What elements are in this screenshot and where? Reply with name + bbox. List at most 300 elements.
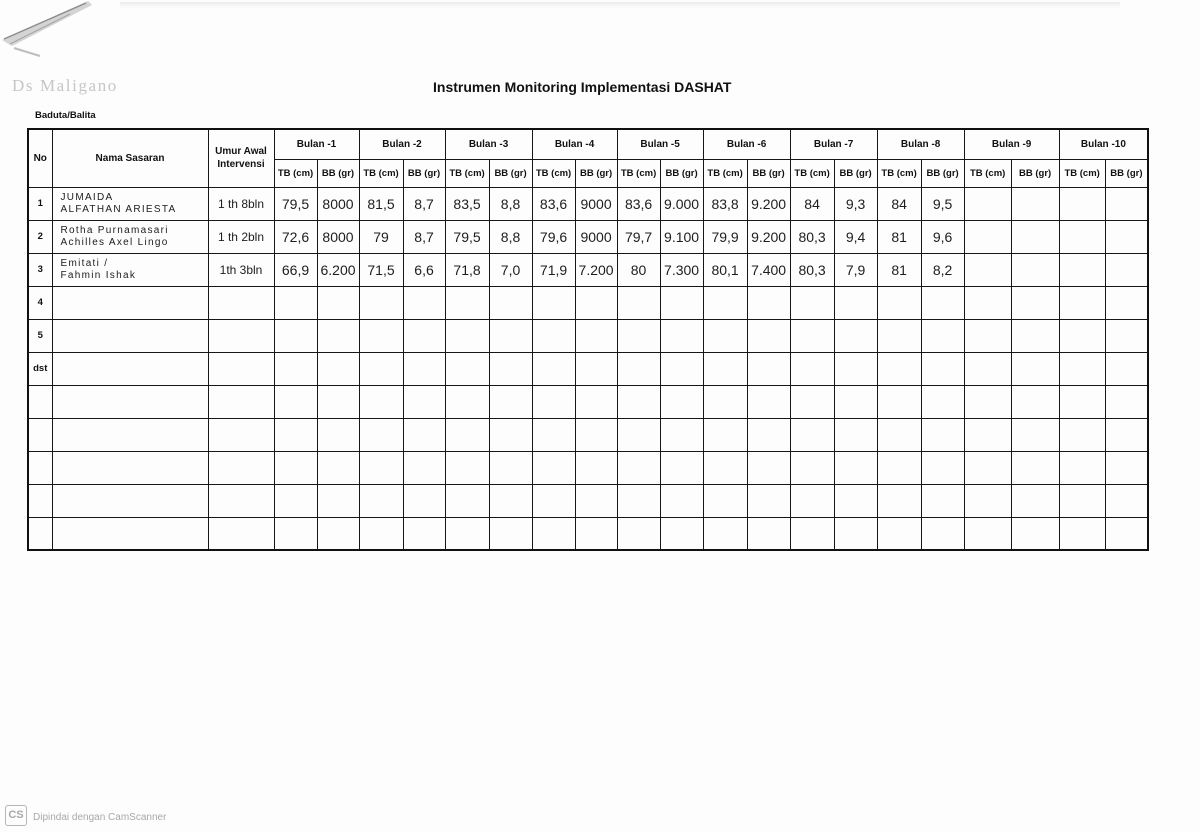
cell-tb-cm (964, 385, 1011, 418)
header-tb-cm: TB (cm) (445, 159, 489, 187)
cell-tb-cm (617, 286, 660, 319)
cell-bb-gr (921, 319, 964, 352)
cell-bb-gr (660, 451, 703, 484)
cell-tb-cm (790, 484, 834, 517)
cell-tb-cm (359, 286, 403, 319)
cell-tb-cm: 81,5 (359, 187, 403, 220)
cell-bb-gr (660, 385, 703, 418)
header-tb-cm: TB (cm) (1059, 159, 1105, 187)
cell-tb-cm (617, 352, 660, 385)
cell-tb-cm (359, 484, 403, 517)
cell-tb-cm: 80,1 (703, 253, 747, 286)
cell-tb-cm (1059, 187, 1105, 220)
cell-tb-cm (1059, 253, 1105, 286)
header-row-months (28, 129, 1148, 159)
cell-tb-cm (1059, 385, 1105, 418)
cell-tb-cm (617, 517, 660, 550)
cell-nama-sasaran (52, 418, 208, 451)
cell-bb-gr (1011, 253, 1059, 286)
cell-no: 3 (28, 253, 52, 286)
cell-tb-cm (964, 253, 1011, 286)
cell-tb-cm (703, 385, 747, 418)
cell-no (28, 484, 52, 517)
cell-tb-cm (703, 418, 747, 451)
cell-bb-gr: 9.200 (747, 187, 790, 220)
cell-no: dst (28, 352, 52, 385)
cell-tb-cm: 79 (359, 220, 403, 253)
nama-line: JUMAIDA (60, 191, 114, 203)
table-row (28, 352, 1148, 385)
cell-bb-gr: 9,4 (834, 220, 877, 253)
cell-tb-cm (703, 319, 747, 352)
header-tb-cm: TB (cm) (617, 159, 660, 187)
cell-tb-cm (877, 517, 921, 550)
cell-tb-cm (445, 418, 489, 451)
table-row (28, 319, 1148, 352)
table-row (28, 187, 1148, 220)
cell-nama-sasaran (52, 352, 208, 385)
header-tb-cm: TB (cm) (274, 159, 317, 187)
cell-tb-cm (877, 286, 921, 319)
cell-tb-cm (532, 319, 575, 352)
cell-tb-cm (617, 385, 660, 418)
cell-bb-gr (921, 451, 964, 484)
cell-bb-gr (660, 319, 703, 352)
cell-bb-gr (834, 385, 877, 418)
cell-bb-gr (1011, 385, 1059, 418)
cell-tb-cm (445, 286, 489, 319)
cell-tb-cm: 71,8 (445, 253, 489, 286)
header-bulan-10: Bulan -10 (1059, 129, 1148, 159)
table-body (28, 187, 1148, 550)
cell-bb-gr: 9,3 (834, 187, 877, 220)
cell-bb-gr (317, 517, 359, 550)
cell-tb-cm (445, 385, 489, 418)
cell-bb-gr (660, 352, 703, 385)
nama-line: Fahmin Ishak (60, 269, 137, 281)
cell-bb-gr: 8000 (317, 187, 359, 220)
cell-bb-gr (1011, 352, 1059, 385)
cell-tb-cm (359, 418, 403, 451)
cell-tb-cm (1059, 319, 1105, 352)
cell-bb-gr (1105, 253, 1148, 286)
cell-tb-cm (274, 451, 317, 484)
cell-bb-gr: 8,8 (489, 220, 532, 253)
cell-bb-gr: 7,0 (489, 253, 532, 286)
cell-bb-gr (489, 286, 532, 319)
cell-bb-gr: 8,7 (403, 220, 445, 253)
cell-tb-cm: 80 (617, 253, 660, 286)
cell-tb-cm: 83,6 (532, 187, 575, 220)
header-tb-cm: TB (cm) (790, 159, 834, 187)
cell-tb-cm (877, 484, 921, 517)
cell-bb-gr (660, 517, 703, 550)
cell-tb-cm (790, 451, 834, 484)
cell-bb-gr: 9,6 (921, 220, 964, 253)
header-bb-gr: BB (gr) (660, 159, 703, 187)
header-bulan-6: Bulan -6 (703, 129, 790, 159)
header-bulan-2: Bulan -2 (359, 129, 445, 159)
cell-nama-sasaran (52, 253, 208, 286)
cell-tb-cm: 66,9 (274, 253, 317, 286)
header-no: No (28, 129, 52, 187)
cell-bb-gr (1105, 220, 1148, 253)
cell-tb-cm (445, 517, 489, 550)
header-bulan-9: Bulan -9 (964, 129, 1059, 159)
cell-tb-cm (274, 319, 317, 352)
cell-bb-gr (660, 484, 703, 517)
cell-tb-cm (790, 385, 834, 418)
cell-bb-gr (834, 319, 877, 352)
cell-bb-gr (1105, 385, 1148, 418)
table-row (28, 484, 1148, 517)
cell-bb-gr (834, 286, 877, 319)
cell-bb-gr (1011, 319, 1059, 352)
cell-bb-gr (1011, 517, 1059, 550)
cell-tb-cm: 71,9 (532, 253, 575, 286)
cell-nama-sasaran (52, 517, 208, 550)
header-bulan-1: Bulan -1 (274, 129, 359, 159)
cell-bb-gr: 8,8 (489, 187, 532, 220)
monitoring-table (27, 128, 1149, 551)
cell-bb-gr (1011, 451, 1059, 484)
cell-tb-cm (790, 286, 834, 319)
header-bulan-4: Bulan -4 (532, 129, 617, 159)
cell-tb-cm (445, 484, 489, 517)
cell-tb-cm (274, 517, 317, 550)
cell-bb-gr: 8,7 (403, 187, 445, 220)
header-tb-cm: TB (cm) (877, 159, 921, 187)
cell-tb-cm: 79,5 (274, 187, 317, 220)
cell-bb-gr: 9,5 (921, 187, 964, 220)
cell-bb-gr (921, 484, 964, 517)
cell-tb-cm: 79,9 (703, 220, 747, 253)
header-tb-cm: TB (cm) (703, 159, 747, 187)
cell-tb-cm (532, 352, 575, 385)
cell-tb-cm (964, 484, 1011, 517)
cell-bb-gr (1105, 484, 1148, 517)
cell-bb-gr (317, 385, 359, 418)
cell-tb-cm: 79,5 (445, 220, 489, 253)
header-umur-line2: Intervensi (217, 159, 265, 171)
cell-tb-cm: 84 (877, 187, 921, 220)
cell-tb-cm (964, 187, 1011, 220)
cell-bb-gr (489, 484, 532, 517)
cell-bb-gr (489, 352, 532, 385)
cell-bb-gr (1105, 319, 1148, 352)
nama-line: ALFATHAN ARIESTA (60, 203, 177, 215)
cell-bb-gr (403, 451, 445, 484)
header-bb-gr: BB (gr) (489, 159, 532, 187)
cell-bb-gr (921, 418, 964, 451)
cell-nama-sasaran (52, 286, 208, 319)
cell-bb-gr (575, 385, 617, 418)
cell-bb-gr: 7.200 (575, 253, 617, 286)
cell-tb-cm (1059, 484, 1105, 517)
cell-tb-cm (964, 319, 1011, 352)
cell-no: 5 (28, 319, 52, 352)
pencil-mark (0, 0, 100, 62)
cell-bb-gr (403, 517, 445, 550)
cell-tb-cm (1059, 352, 1105, 385)
cell-bb-gr: 7,9 (834, 253, 877, 286)
cell-tb-cm (964, 286, 1011, 319)
cell-tb-cm (964, 220, 1011, 253)
cell-tb-cm (877, 352, 921, 385)
header-bb-gr: BB (gr) (1011, 159, 1059, 187)
cell-tb-cm (274, 484, 317, 517)
cell-bb-gr (575, 286, 617, 319)
cell-tb-cm (445, 451, 489, 484)
cell-bb-gr (1105, 286, 1148, 319)
cell-bb-gr (317, 418, 359, 451)
header-bb-gr: BB (gr) (921, 159, 964, 187)
cell-bb-gr (921, 286, 964, 319)
cell-bb-gr (489, 385, 532, 418)
cell-tb-cm (359, 451, 403, 484)
cell-bb-gr (834, 418, 877, 451)
cell-tb-cm (532, 286, 575, 319)
cell-umur: 1th 3bln (208, 253, 274, 286)
cell-bb-gr (575, 319, 617, 352)
table-row (28, 286, 1148, 319)
table-row (28, 253, 1148, 286)
header-bb-gr: BB (gr) (317, 159, 359, 187)
nama-line: Achilles Axel Lingo (60, 236, 169, 248)
cell-umur: 1 th 2bln (208, 220, 274, 253)
page-title: Instrumen Monitoring Implementasi DASHAT (433, 79, 732, 95)
cell-tb-cm (359, 385, 403, 418)
cell-bb-gr (403, 319, 445, 352)
cell-bb-gr (403, 286, 445, 319)
cell-tb-cm (274, 385, 317, 418)
header-umur-awal-intervensi (208, 129, 274, 187)
section-label: Baduta/Balita (35, 110, 96, 121)
camscanner-logo-icon: CS (5, 805, 27, 826)
header-bb-gr: BB (gr) (1105, 159, 1148, 187)
cell-bb-gr (403, 385, 445, 418)
cell-bb-gr (921, 352, 964, 385)
cell-bb-gr (1011, 286, 1059, 319)
cell-bb-gr: 7.300 (660, 253, 703, 286)
cell-tb-cm (617, 451, 660, 484)
cell-tb-cm: 81 (877, 220, 921, 253)
cell-tb-cm (703, 352, 747, 385)
cell-tb-cm (359, 319, 403, 352)
cell-bb-gr (747, 286, 790, 319)
header-bulan-3: Bulan -3 (445, 129, 532, 159)
cell-tb-cm: 72,6 (274, 220, 317, 253)
cell-bb-gr: 9000 (575, 220, 617, 253)
header-bulan-7: Bulan -7 (790, 129, 877, 159)
cell-tb-cm: 83,6 (617, 187, 660, 220)
header-bb-gr: BB (gr) (834, 159, 877, 187)
cell-bb-gr (317, 319, 359, 352)
header-tb-cm: TB (cm) (359, 159, 403, 187)
cell-bb-gr: 9.100 (660, 220, 703, 253)
cell-no: 4 (28, 286, 52, 319)
cell-bb-gr (1105, 187, 1148, 220)
cell-no (28, 385, 52, 418)
cell-tb-cm (617, 484, 660, 517)
cell-bb-gr (834, 484, 877, 517)
cell-bb-gr (489, 517, 532, 550)
header-bulan-5: Bulan -5 (617, 129, 703, 159)
cell-tb-cm: 79,7 (617, 220, 660, 253)
cell-nama-sasaran (52, 451, 208, 484)
cell-bb-gr: 9000 (575, 187, 617, 220)
cell-bb-gr (403, 418, 445, 451)
cell-bb-gr (489, 418, 532, 451)
cell-bb-gr (1011, 187, 1059, 220)
table-row (28, 385, 1148, 418)
cell-tb-cm (703, 451, 747, 484)
cell-bb-gr (660, 286, 703, 319)
cell-bb-gr (317, 286, 359, 319)
cell-bb-gr (747, 319, 790, 352)
cell-nama-sasaran (52, 385, 208, 418)
cell-bb-gr (921, 517, 964, 550)
camscanner-watermark-text: Dipindai dengan CamScanner (33, 812, 167, 823)
table-row (28, 451, 1148, 484)
cell-bb-gr: 8,2 (921, 253, 964, 286)
cell-umur (208, 286, 274, 319)
cell-tb-cm (790, 352, 834, 385)
cell-bb-gr (834, 352, 877, 385)
cell-tb-cm: 83,8 (703, 187, 747, 220)
table-row (28, 517, 1148, 550)
cell-bb-gr (747, 451, 790, 484)
cell-tb-cm (964, 451, 1011, 484)
cell-bb-gr (489, 451, 532, 484)
cell-nama-sasaran (52, 187, 208, 220)
cell-tb-cm: 83,5 (445, 187, 489, 220)
cell-nama-sasaran (52, 220, 208, 253)
cell-bb-gr (403, 352, 445, 385)
cell-umur (208, 385, 274, 418)
cell-tb-cm (1059, 286, 1105, 319)
cell-tb-cm (532, 385, 575, 418)
cell-no: 2 (28, 220, 52, 253)
cell-tb-cm (703, 286, 747, 319)
cell-bb-gr (834, 517, 877, 550)
header-umur-line1: Umur Awal (215, 146, 267, 158)
cell-bb-gr: 9.200 (747, 220, 790, 253)
cell-bb-gr: 6.200 (317, 253, 359, 286)
cell-tb-cm (445, 319, 489, 352)
cell-tb-cm (877, 319, 921, 352)
cell-bb-gr (921, 385, 964, 418)
cell-bb-gr (747, 484, 790, 517)
cell-tb-cm: 80,3 (790, 220, 834, 253)
cell-bb-gr (747, 352, 790, 385)
cell-no (28, 418, 52, 451)
village-stamp: Ds Maligano (12, 76, 118, 95)
nama-line: Emitati / (60, 257, 109, 269)
header-bb-gr: BB (gr) (403, 159, 445, 187)
header-tb-cm: TB (cm) (964, 159, 1011, 187)
cell-tb-cm: 80,3 (790, 253, 834, 286)
cell-tb-cm (790, 517, 834, 550)
cell-tb-cm (1059, 517, 1105, 550)
cell-bb-gr (747, 385, 790, 418)
cell-tb-cm: 79,6 (532, 220, 575, 253)
header-bulan-8: Bulan -8 (877, 129, 964, 159)
cell-bb-gr (317, 352, 359, 385)
cell-tb-cm (964, 418, 1011, 451)
cell-tb-cm: 81 (877, 253, 921, 286)
cell-no: 1 (28, 187, 52, 220)
cell-tb-cm (274, 418, 317, 451)
cell-bb-gr: 9.000 (660, 187, 703, 220)
cell-bb-gr (1011, 220, 1059, 253)
cell-bb-gr: 7.400 (747, 253, 790, 286)
cell-bb-gr (660, 418, 703, 451)
cell-bb-gr (575, 451, 617, 484)
cell-umur (208, 352, 274, 385)
cell-tb-cm (1059, 418, 1105, 451)
cell-nama-sasaran (52, 319, 208, 352)
cell-bb-gr (834, 451, 877, 484)
nama-line: Rotha Purnamasari (60, 224, 169, 236)
cell-umur (208, 517, 274, 550)
cell-tb-cm (532, 451, 575, 484)
cell-tb-cm (877, 385, 921, 418)
cell-bb-gr (575, 517, 617, 550)
cell-bb-gr (317, 451, 359, 484)
cell-tb-cm: 84 (790, 187, 834, 220)
cell-bb-gr (1105, 352, 1148, 385)
cell-nama-sasaran (52, 484, 208, 517)
cell-tb-cm (964, 517, 1011, 550)
table-row (28, 418, 1148, 451)
cell-tb-cm (1059, 220, 1105, 253)
cell-tb-cm: 71,5 (359, 253, 403, 286)
cell-bb-gr (1105, 451, 1148, 484)
cell-umur (208, 418, 274, 451)
cell-tb-cm (445, 352, 489, 385)
table-row (28, 220, 1148, 253)
cell-umur (208, 451, 274, 484)
cell-bb-gr (1105, 517, 1148, 550)
cell-bb-gr (1011, 418, 1059, 451)
cell-tb-cm (877, 418, 921, 451)
cell-bb-gr (1105, 418, 1148, 451)
cell-tb-cm (532, 484, 575, 517)
header-tb-cm: TB (cm) (532, 159, 575, 187)
cell-bb-gr (747, 517, 790, 550)
cell-tb-cm (532, 517, 575, 550)
cell-bb-gr (1011, 484, 1059, 517)
cell-bb-gr (575, 418, 617, 451)
cell-umur: 1 th 8bln (208, 187, 274, 220)
cell-bb-gr: 6,6 (403, 253, 445, 286)
cell-bb-gr (489, 319, 532, 352)
cell-umur (208, 319, 274, 352)
cell-tb-cm (359, 352, 403, 385)
cell-bb-gr: 8000 (317, 220, 359, 253)
cell-tb-cm (274, 352, 317, 385)
cell-tb-cm (703, 517, 747, 550)
cell-tb-cm (790, 418, 834, 451)
header-bb-gr: BB (gr) (747, 159, 790, 187)
cell-tb-cm (617, 319, 660, 352)
cell-bb-gr (747, 418, 790, 451)
cell-tb-cm (703, 484, 747, 517)
cell-tb-cm (359, 517, 403, 550)
cell-no (28, 451, 52, 484)
cell-bb-gr (317, 484, 359, 517)
